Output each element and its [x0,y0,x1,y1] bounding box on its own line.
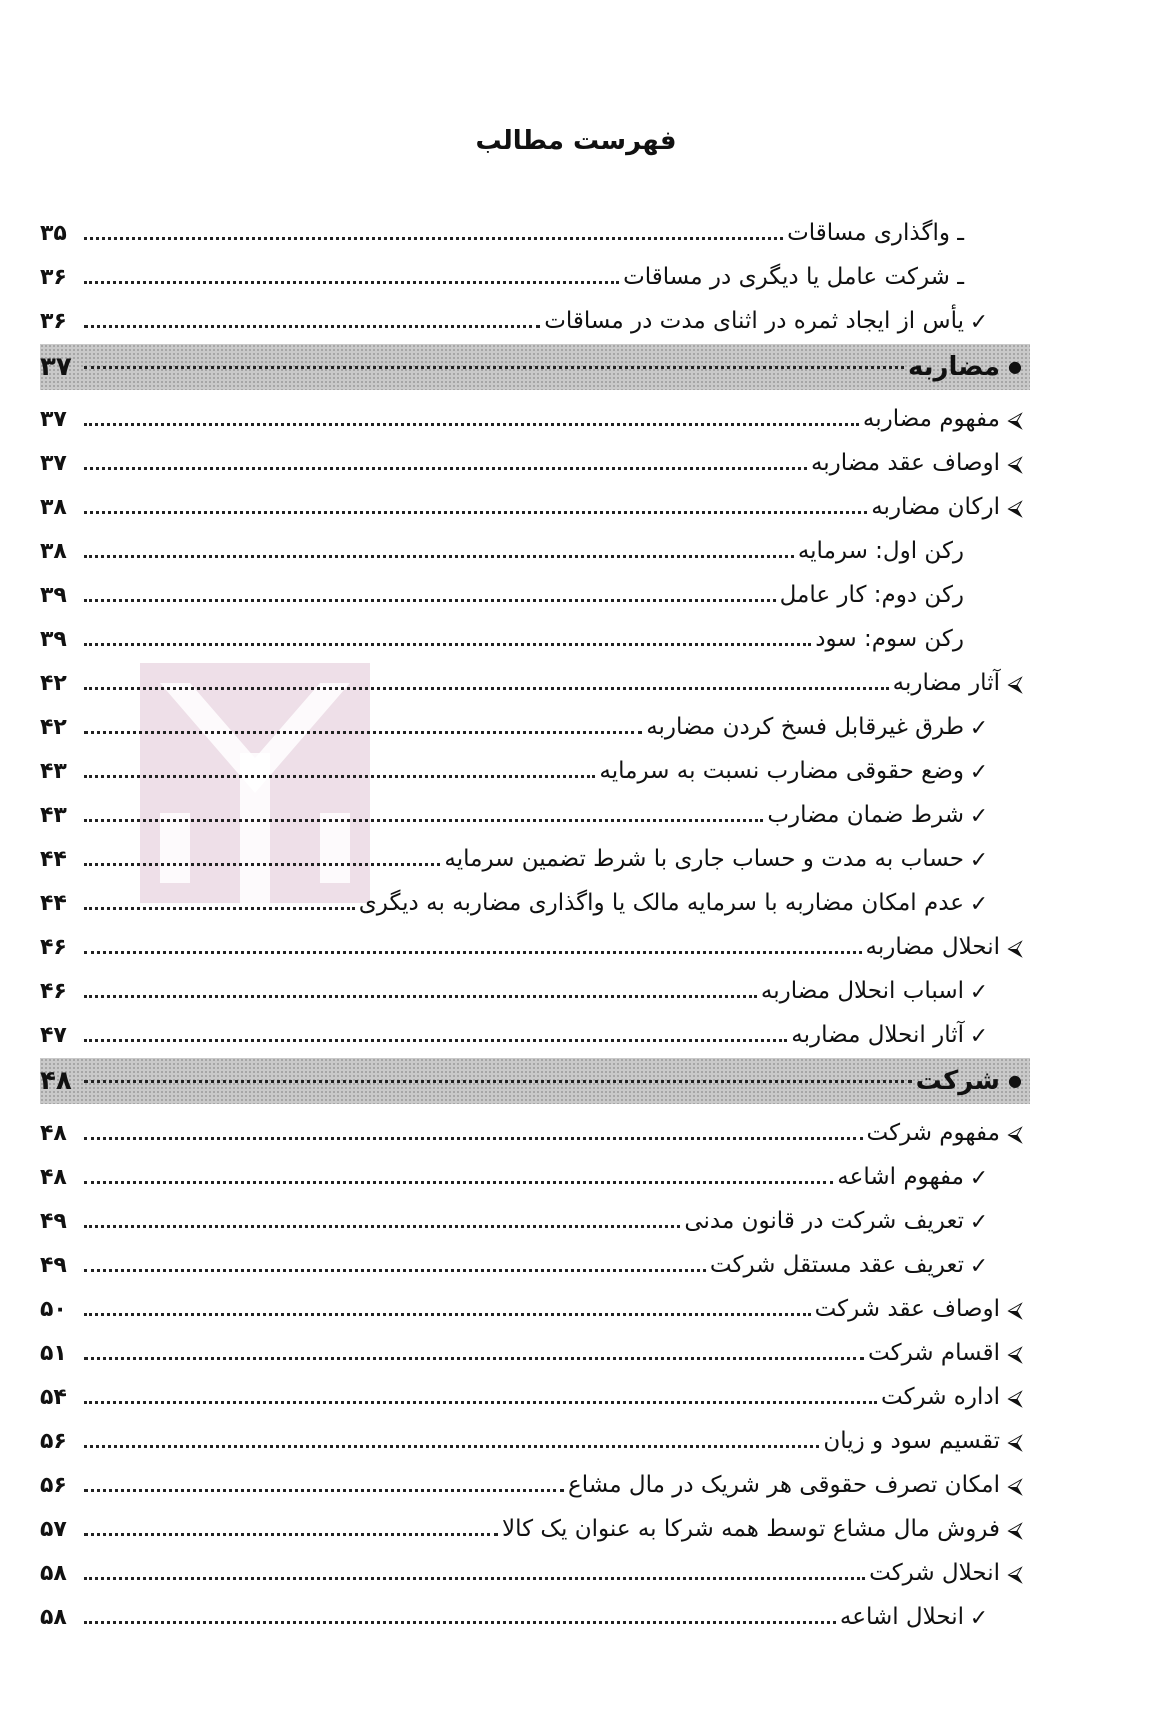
toc-page-number: ۴۴ [40,891,67,916]
dot-leader [84,555,794,558]
toc-page-number: ۵۸ [40,1561,67,1586]
toc-entry-label: رکن دوم: کار عامل [779,582,964,608]
toc-page-number: ۴۳ [40,759,67,784]
toc-page-number: ۴۹ [40,1253,67,1278]
dot-leader [84,907,355,910]
toc-page-number: ۳۶ [40,265,67,290]
dot-leader [84,1401,877,1404]
toc-entry [40,966,1030,1010]
dot-leader [84,511,867,514]
dot-leader [84,237,783,240]
arrow-icon: ⮘ [1007,496,1023,521]
toc-page-number: ۴۸ [40,1066,72,1096]
toc-entry-label: اوصاف عقد شرکت [814,1296,1000,1322]
toc-entry [40,1010,1030,1054]
check-icon: ✓ [969,804,989,829]
toc-page-number: ۴۷ [40,1023,67,1048]
arrow-icon: ⮘ [1007,408,1023,433]
toc-entry [40,1372,1030,1416]
toc-entry-label: مفهوم اشاعه [837,1164,964,1190]
check-icon: ✓ [969,980,989,1005]
dot-leader [84,1533,498,1536]
dot-leader [84,423,859,426]
toc-entry [40,1152,1030,1196]
dot-leader [84,1621,836,1624]
dot-leader [84,1577,865,1580]
toc-page-number: ۴۴ [40,847,67,872]
check-icon: ✓ [969,310,989,335]
dot-leader [84,599,776,602]
toc-page-number: ۳۷ [40,451,67,476]
dot-leader [84,325,540,328]
dot-leader [84,1080,912,1083]
toc-entry [40,1108,1030,1152]
toc-page-number: ۴۶ [40,935,67,960]
dot-leader [84,1137,863,1140]
toc-entry [40,1592,1030,1636]
dot-leader [84,1269,706,1272]
toc-entry-label: مضاربه [908,352,1000,382]
toc-entry [40,438,1030,482]
arrow-icon: ⮘ [1007,1562,1023,1587]
dot-leader [84,1489,564,1492]
arrow-icon: ⮘ [1007,452,1023,477]
check-icon: ✓ [969,1606,989,1631]
toc-entry [40,1460,1030,1504]
toc-page-number: ۴۶ [40,979,67,1004]
toc-entry-label: ارکان مضاربه [871,494,1000,520]
dot-leader [84,1445,819,1448]
toc-page-number: ۳۷ [40,407,67,432]
toc-entry [40,702,1030,746]
dot-leader [84,819,763,822]
toc-entry-label: رکن اول: سرمایه [797,538,964,564]
toc-entry-label: اوصاف عقد مضاربه [810,450,1000,476]
toc-entry [40,1548,1030,1592]
toc-entry-label: فروش مال مشاع توسط همه شرکا به عنوان یک کالا [502,1516,1000,1542]
check-icon: ✓ [969,892,989,917]
toc-page-number: ۴۸ [40,1121,67,1146]
toc-page-number: ۴۳ [40,803,67,828]
toc-page-number: ۴۹ [40,1209,67,1234]
toc-entry [40,1240,1030,1284]
dot-leader [84,995,757,998]
table-of-contents [40,208,1030,1636]
toc-page-number: ۴۲ [40,671,67,696]
toc-entry-label: اسباب انحلال مضاربه [760,978,964,1004]
toc-entry-label: رکن سوم: سود [815,626,964,652]
toc-entry [40,296,1030,340]
arrow-icon: ⮘ [1007,1386,1023,1411]
toc-entry [40,1416,1030,1460]
toc-entry-label: ـ واگذاری مساقات [787,220,964,246]
toc-page-number: ۵۶ [40,1429,67,1454]
check-icon: ✓ [969,1024,989,1049]
toc-page-number: ۳۸ [40,495,67,520]
toc-page-number: ۳۹ [40,627,67,652]
toc-page-number: ۳۶ [40,309,67,334]
bullet-icon: ● [1008,1071,1022,1090]
toc-entry [40,526,1030,570]
toc-entry-label: وضع حقوقی مضارب نسبت به سرمایه [599,758,964,784]
toc-entry [40,614,1030,658]
arrow-icon: ⮘ [1007,1342,1023,1367]
toc-entry [40,834,1030,878]
toc-page-number: ۳۵ [40,221,67,246]
toc-entry-label: ـ شرکت عامل یا دیگری در مساقات [623,264,964,290]
dot-leader [84,467,807,470]
dot-leader [84,281,619,284]
toc-entry-label: امکان تصرف حقوقی هر شریک در مال مشاع [568,1472,1000,1498]
toc-entry-label: مفهوم مضاربه [862,406,1000,432]
arrow-icon: ⮘ [1007,1518,1023,1543]
dot-leader [84,1313,811,1316]
toc-entry-label: مفهوم شرکت [866,1120,1000,1146]
toc-page-number: ۵۶ [40,1473,67,1498]
toc-entry [40,1284,1030,1328]
toc-entry-label: اداره شرکت [881,1384,1000,1410]
dot-leader [84,731,642,734]
check-icon: ✓ [969,848,989,873]
toc-page-number: ۵۸ [40,1605,67,1630]
toc-entry-label: اقسام شرکت [868,1340,1000,1366]
toc-page-number: ۴۸ [40,1165,67,1190]
dot-leader [84,951,862,954]
toc-page-number: ۵۰ [40,1297,67,1322]
check-icon: ✓ [969,716,989,741]
toc-section-row [40,1058,1030,1104]
toc-entry [40,1196,1030,1240]
toc-entry [40,1328,1030,1372]
arrow-icon: ⮘ [1007,1122,1023,1147]
toc-entry [40,922,1030,966]
dot-leader [84,366,904,369]
toc-entry-label: انحلال شرکت [869,1560,1000,1586]
dot-leader [84,643,811,646]
toc-entry [40,878,1030,922]
toc-entry-label: آثار مضاربه [892,670,1000,696]
page-title: فهرست مطالب [475,126,677,156]
arrow-icon: ⮘ [1007,1474,1023,1499]
bullet-icon: ● [1008,357,1022,376]
toc-entry [40,482,1030,526]
toc-page-number: ۴۲ [40,715,67,740]
dot-leader [84,687,889,690]
toc-entry-label: یأس از ایجاد ثمره در اثنای مدت در مساقات [544,308,964,334]
toc-section-row [40,344,1030,390]
check-icon: ✓ [969,1254,989,1279]
toc-entry [40,208,1030,252]
dot-leader [84,1039,787,1042]
toc-page-number: ۵۷ [40,1517,67,1542]
dot-leader [84,1181,833,1184]
toc-entry-label: انحلال اشاعه [839,1604,964,1630]
toc-entry-label: تعریف عقد مستقل شرکت [709,1252,964,1278]
toc-entry-label: انحلال مضاربه [865,934,1000,960]
toc-page-number: ۳۸ [40,539,67,564]
toc-page-number: ۳۹ [40,583,67,608]
toc-entry-label: طرق غیرقابل فسخ کردن مضاربه [646,714,964,740]
toc-entry-label: عدم امکان مضاربه با سرمایه مالک یا واگذاری مضاربه به دیگری [358,890,964,916]
toc-entry-label: شرط ضمان مضارب [767,802,964,828]
check-icon: ✓ [969,1166,989,1191]
toc-entry [40,658,1030,702]
arrow-icon: ⮘ [1007,936,1023,961]
toc-entry-label: تقسیم سود و زیان [823,1428,1000,1454]
toc-entry-label: آثار انحلال مضاربه [791,1022,964,1048]
toc-entry-label: شرکت [915,1066,1000,1096]
arrow-icon: ⮘ [1007,1430,1023,1455]
toc-entry [40,1504,1030,1548]
toc-page-number: ۵۱ [40,1341,67,1366]
toc-entry-label: حساب به مدت و حساب جاری با شرط تضمین سرمایه [444,846,964,872]
check-icon: ✓ [969,1210,989,1235]
toc-entry [40,252,1030,296]
toc-page-number: ۵۴ [40,1385,67,1410]
toc-entry [40,746,1030,790]
dot-leader [84,1225,680,1228]
toc-entry-label: تعریف شرکت در قانون مدنی [684,1208,964,1234]
dot-leader [84,863,440,866]
toc-entry [40,570,1030,614]
toc-entry [40,790,1030,834]
toc-page-number: ۳۷ [40,352,72,382]
dot-leader [84,775,595,778]
toc-entry [40,394,1030,438]
arrow-icon: ⮘ [1007,1298,1023,1323]
check-icon: ✓ [969,760,989,785]
arrow-icon: ⮘ [1007,672,1023,697]
dot-leader [84,1357,864,1360]
